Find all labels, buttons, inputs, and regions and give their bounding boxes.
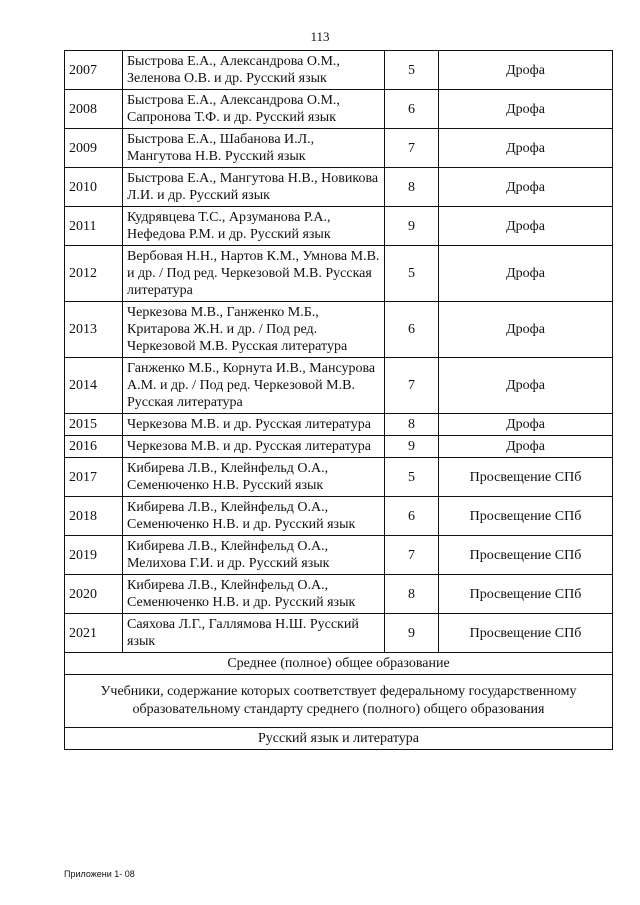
textbook-title: Черкезова М.В., Ганженко М.Б., Критарова Ж.Н. и др. / Под ред. Черкезовой М.В. Русская литература bbox=[123, 302, 385, 358]
table-row bbox=[65, 614, 613, 653]
row-number: 2014 bbox=[65, 358, 123, 414]
publisher-cell: Просвещение СПб bbox=[439, 575, 613, 614]
subject-heading-row bbox=[65, 728, 613, 750]
textbook-title: Быстрова Е.А., Александрова О.М., Сапронова Т.Ф. и др. Русский язык bbox=[123, 90, 385, 129]
textbook-title: Кибирева Л.В., Клейнфельд О.А., Мелихова Г.И. и др. Русский язык bbox=[123, 536, 385, 575]
textbook-title: Быстрова Е.А., Мангутова Н.В., Новикова Л.И. и др. Русский язык bbox=[123, 168, 385, 207]
footer-note: Приложени 1- 08 bbox=[64, 869, 135, 879]
row-number: 2009 bbox=[65, 129, 123, 168]
standard-notice-row bbox=[65, 675, 613, 728]
row-number: 2021 bbox=[65, 614, 123, 653]
subject-heading: Русский язык и литература bbox=[65, 728, 613, 750]
grade-cell: 7 bbox=[385, 129, 439, 168]
grade-cell: 5 bbox=[385, 246, 439, 302]
section-heading-row bbox=[65, 653, 613, 675]
grade-cell: 5 bbox=[385, 458, 439, 497]
row-number: 2016 bbox=[65, 436, 123, 458]
row-number: 2018 bbox=[65, 497, 123, 536]
table-row bbox=[65, 168, 613, 207]
table-row bbox=[65, 458, 613, 497]
standard-notice: Учебники, содержание которых соответствует федеральному государственному образовательному стандарту среднего (полного) общего образования bbox=[65, 675, 613, 728]
publisher-cell: Просвещение СПб bbox=[439, 458, 613, 497]
grade-cell: 8 bbox=[385, 168, 439, 207]
grade-cell: 9 bbox=[385, 614, 439, 653]
textbook-title: Ганженко М.Б., Корнута И.В., Мансурова А.М. и др. / Под ред. Черкезовой М.В. Русская литература bbox=[123, 358, 385, 414]
row-number: 2019 bbox=[65, 536, 123, 575]
textbook-title: Кибирева Л.В., Клейнфельд О.А., Семенюченко Н.В. Русский язык bbox=[123, 458, 385, 497]
row-number: 2008 bbox=[65, 90, 123, 129]
table-row bbox=[65, 51, 613, 90]
table-row bbox=[65, 302, 613, 358]
publisher-cell: Дрофа bbox=[439, 436, 613, 458]
publisher-cell: Просвещение СПб bbox=[439, 497, 613, 536]
row-number: 2017 bbox=[65, 458, 123, 497]
grade-cell: 5 bbox=[385, 51, 439, 90]
publisher-cell: Дрофа bbox=[439, 90, 613, 129]
section-heading: Среднее (полное) общее образование bbox=[65, 653, 613, 675]
publisher-cell: Просвещение СПб bbox=[439, 536, 613, 575]
textbook-title: Быстрова Е.А., Шабанова И.Л., Мангутова Н.В. Русский язык bbox=[123, 129, 385, 168]
textbook-title: Вербовая Н.Н., Нартов К.М., Умнова М.В. и др. / Под ред. Черкезовой М.В. Русская литература bbox=[123, 246, 385, 302]
publisher-cell: Дрофа bbox=[439, 207, 613, 246]
textbook-title: Кибирева Л.В., Клейнфельд О.А., Семенюченко Н.В. и др. Русский язык bbox=[123, 497, 385, 536]
page-number: 113 bbox=[310, 29, 330, 44]
grade-cell: 6 bbox=[385, 90, 439, 129]
grade-cell: 6 bbox=[385, 497, 439, 536]
table-row bbox=[65, 536, 613, 575]
publisher-cell: Просвещение СПб bbox=[439, 614, 613, 653]
table-row bbox=[65, 358, 613, 414]
table-row bbox=[65, 497, 613, 536]
table-row bbox=[65, 575, 613, 614]
row-number: 2015 bbox=[65, 414, 123, 436]
row-number: 2012 bbox=[65, 246, 123, 302]
grade-cell: 9 bbox=[385, 436, 439, 458]
grade-cell: 6 bbox=[385, 302, 439, 358]
publisher-cell: Дрофа bbox=[439, 168, 613, 207]
publisher-cell: Дрофа bbox=[439, 129, 613, 168]
grade-cell: 9 bbox=[385, 207, 439, 246]
textbook-title: Черкезова М.В. и др. Русская литература bbox=[123, 436, 385, 458]
publisher-cell: Дрофа bbox=[439, 302, 613, 358]
row-number: 2007 bbox=[65, 51, 123, 90]
table-row bbox=[65, 436, 613, 458]
textbook-title: Кудрявцева Т.С., Арзуманова Р.А., Нефедова Р.М. и др. Русский язык bbox=[123, 207, 385, 246]
table-row bbox=[65, 246, 613, 302]
row-number: 2011 bbox=[65, 207, 123, 246]
publisher-cell: Дрофа bbox=[439, 358, 613, 414]
row-number: 2020 bbox=[65, 575, 123, 614]
textbook-title: Саяхова Л.Г., Галлямова Н.Ш. Русский язык bbox=[123, 614, 385, 653]
table-body bbox=[65, 51, 613, 750]
grade-cell: 8 bbox=[385, 575, 439, 614]
textbook-table bbox=[64, 50, 613, 750]
table-row bbox=[65, 90, 613, 129]
textbook-title: Кибирева Л.В., Клейнфельд О.А., Семенюченко Н.В. и др. Русский язык bbox=[123, 575, 385, 614]
table-row bbox=[65, 207, 613, 246]
publisher-cell: Дрофа bbox=[439, 51, 613, 90]
grade-cell: 8 bbox=[385, 414, 439, 436]
row-number: 2010 bbox=[65, 168, 123, 207]
row-number: 2013 bbox=[65, 302, 123, 358]
table-row bbox=[65, 414, 613, 436]
publisher-cell: Дрофа bbox=[439, 414, 613, 436]
textbook-title: Быстрова Е.А., Александрова О.М., Зеленова О.В. и др. Русский язык bbox=[123, 51, 385, 90]
publisher-cell: Дрофа bbox=[439, 246, 613, 302]
grade-cell: 7 bbox=[385, 358, 439, 414]
grade-cell: 7 bbox=[385, 536, 439, 575]
table-row bbox=[65, 129, 613, 168]
textbook-title: Черкезова М.В. и др. Русская литература bbox=[123, 414, 385, 436]
